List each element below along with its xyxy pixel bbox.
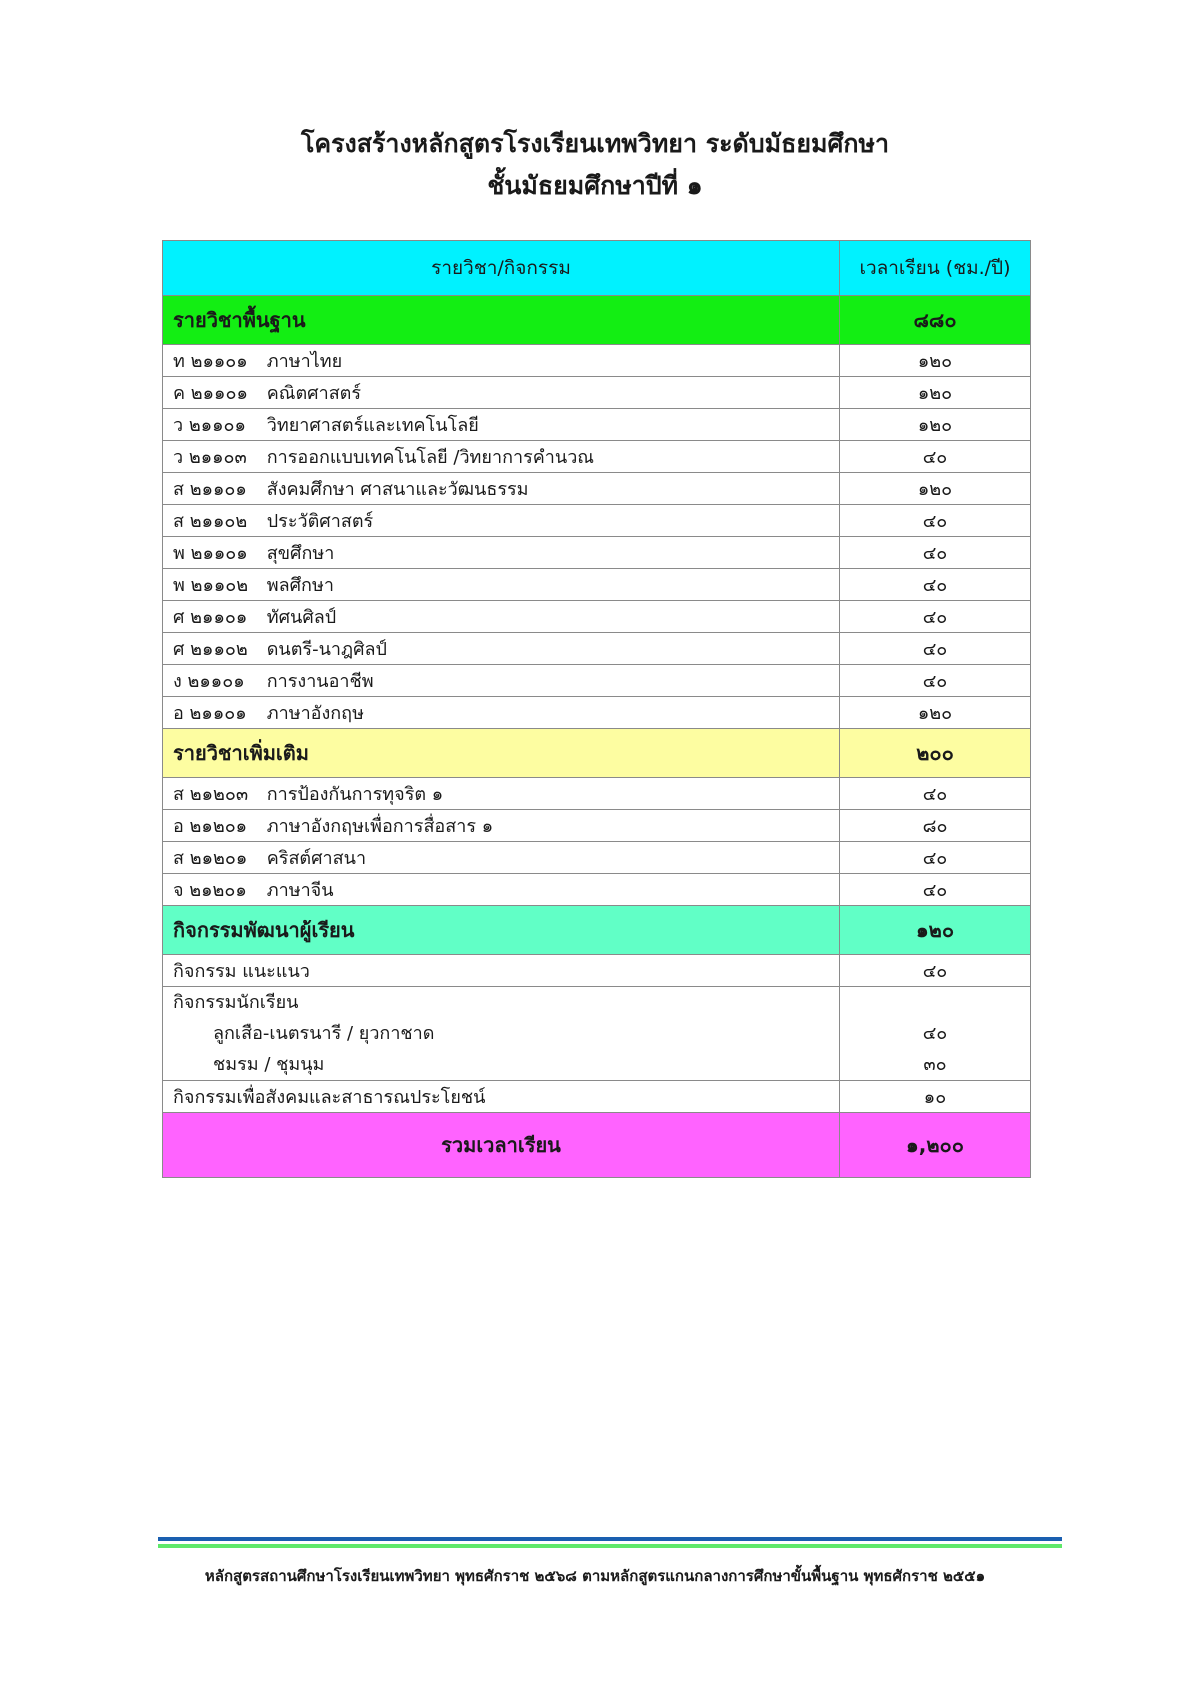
table-row xyxy=(163,377,1031,409)
header-subject: รายวิชา/กิจกรรม xyxy=(163,241,840,296)
course-code: ส ๒๑๑๐๑ xyxy=(173,479,247,500)
section-additional-label: รายวิชาเพิ่มเติม xyxy=(163,729,840,778)
course-hours: ๑๒๐ xyxy=(840,345,1031,377)
section-basic-hours: ๘๘๐ xyxy=(840,296,1031,345)
course-name: สังคมศึกษา ศาสนาและวัฒนธรรม xyxy=(266,479,529,500)
curriculum-table xyxy=(162,240,1031,1178)
course-hours: ๑๒๐ xyxy=(840,377,1031,409)
table-row xyxy=(163,473,1031,505)
course-hours: ๔๐ xyxy=(840,778,1031,810)
section-activities-label: กิจกรรมพัฒนาผู้เรียน xyxy=(163,906,840,955)
course-code: ว ๒๑๑๐๑ xyxy=(173,415,246,436)
course-name: ภาษาอังกฤษ xyxy=(266,703,364,724)
footer-divider-green xyxy=(158,1544,1062,1548)
course-name: การป้องกันการทุจริต ๑ xyxy=(266,784,444,805)
footer-divider-blue xyxy=(158,1537,1062,1541)
activity-guidance-hours: ๔๐ xyxy=(840,955,1031,987)
course-hours: ๔๐ xyxy=(840,874,1031,906)
course-code: ท ๒๑๑๐๑ xyxy=(173,351,248,372)
course-code: ส ๒๑๒๐๑ xyxy=(173,848,248,869)
course-hours: ๔๐ xyxy=(840,537,1031,569)
course-code: ส ๒๑๑๐๒ xyxy=(173,511,248,532)
course-hours: ๔๐ xyxy=(840,569,1031,601)
activity-scout-hours: ๔๐ xyxy=(922,1023,948,1044)
table-row xyxy=(163,1081,1031,1113)
section-activities-row xyxy=(163,906,1031,955)
table-row xyxy=(163,665,1031,697)
course-code: ว ๒๑๑๐๓ xyxy=(173,447,247,468)
course-hours: ๔๐ xyxy=(840,633,1031,665)
document-subtitle: ชั้นมัธยมศึกษาปีที่ ๑ xyxy=(487,171,703,200)
table-row xyxy=(163,409,1031,441)
course-hours: ๑๒๐ xyxy=(840,473,1031,505)
course-name: วิทยาศาสตร์และเทคโนโลยี xyxy=(266,415,479,436)
course-code: ศ ๒๑๑๐๑ xyxy=(173,607,248,628)
course-code: อ ๒๑๑๐๑ xyxy=(173,703,247,724)
table-row xyxy=(163,601,1031,633)
footer-text: หลักสูตรสถานศึกษาโรงเรียนเทพวิทยา พุทธศักราช ๒๕๖๘ ตามหลักสูตรแกนกลางการศึกษาขั้นพื้นฐาน พุทธศักราช ๒๕๕๑ xyxy=(204,1567,986,1585)
course-name: การออกแบบเทคโนโลยี /วิทยาการคำนวณ xyxy=(266,447,595,468)
course-name: คริสต์ศาสนา xyxy=(266,848,367,869)
course-hours: ๑๒๐ xyxy=(840,697,1031,729)
table-row xyxy=(163,874,1031,906)
activity-social: กิจกรรมเพื่อสังคมและสาธารณประโยชน์ xyxy=(163,1081,840,1113)
course-name: ภาษาจีน xyxy=(266,880,334,901)
course-name: ดนตรี-นาฎศิลป์ xyxy=(266,639,387,660)
course-hours: ๘๐ xyxy=(840,810,1031,842)
activity-club-hours: ๓๐ xyxy=(923,1054,947,1075)
course-name: ภาษาไทย xyxy=(266,351,343,372)
table-row xyxy=(163,842,1031,874)
table-row xyxy=(163,778,1031,810)
course-code: จ ๒๑๒๐๑ xyxy=(173,880,247,901)
section-activities-hours: ๑๒๐ xyxy=(840,906,1031,955)
course-name: ประวัติศาสตร์ xyxy=(266,511,374,532)
course-code: พ ๒๑๑๐๒ xyxy=(173,575,249,596)
course-name: พลศึกษา xyxy=(266,575,334,596)
total-row xyxy=(163,1113,1031,1178)
table-row xyxy=(163,505,1031,537)
table-row xyxy=(163,633,1031,665)
table-row xyxy=(163,569,1031,601)
document-title: โครงสร้างหลักสูตรโรงเรียนเทพวิทยา ระดับมัธยมศึกษา xyxy=(300,129,890,158)
course-code: ศ ๒๑๑๐๒ xyxy=(173,639,248,660)
course-name: คณิตศาสตร์ xyxy=(266,383,362,404)
table-row xyxy=(163,345,1031,377)
course-name: ทัศนศิลป์ xyxy=(266,607,337,628)
course-hours: ๑๒๐ xyxy=(840,409,1031,441)
course-code: ส ๒๑๒๐๓ xyxy=(173,784,249,805)
section-additional-hours: ๒๐๐ xyxy=(840,729,1031,778)
table-header-row xyxy=(163,241,1031,296)
course-name: การงานอาชีพ xyxy=(266,671,374,692)
activity-scout: ลูกเสือ-เนตรนารี / ยุวกาชาด xyxy=(213,1023,435,1044)
course-hours: ๔๐ xyxy=(840,601,1031,633)
course-name: ภาษาอังกฤษเพื่อการสื่อสาร ๑ xyxy=(266,816,494,837)
course-code: อ ๒๑๒๐๑ xyxy=(173,816,248,837)
course-hours: ๔๐ xyxy=(840,665,1031,697)
section-additional-row xyxy=(163,729,1031,778)
section-basic-row xyxy=(163,296,1031,345)
table-row xyxy=(163,697,1031,729)
course-code: ง ๒๑๑๐๑ xyxy=(173,671,245,692)
course-name: สุขศึกษา xyxy=(266,543,335,564)
table-row xyxy=(163,537,1031,569)
table-row xyxy=(163,810,1031,842)
activity-guidance: กิจกรรม แนะแนว xyxy=(163,955,840,987)
total-hours: ๑,๒๐๐ xyxy=(840,1113,1031,1178)
course-hours: ๔๐ xyxy=(840,505,1031,537)
activity-student: กิจกรรมนักเรียน xyxy=(173,992,299,1013)
course-code: ค ๒๑๑๐๑ xyxy=(173,383,248,404)
table-row xyxy=(163,441,1031,473)
total-label: รวมเวลาเรียน xyxy=(163,1113,840,1178)
table-row xyxy=(163,955,1031,987)
activity-social-hours: ๑๐ xyxy=(840,1081,1031,1113)
header-hours: เวลาเรียน (ชม./ปี) xyxy=(840,241,1031,296)
table-row xyxy=(163,987,1031,1081)
activity-club: ชมรม / ชุมนุม xyxy=(213,1054,325,1075)
section-basic-label: รายวิชาพื้นฐาน xyxy=(163,296,840,345)
course-hours: ๔๐ xyxy=(840,842,1031,874)
course-code: พ ๒๑๑๐๑ xyxy=(173,543,248,564)
course-hours: ๔๐ xyxy=(840,441,1031,473)
